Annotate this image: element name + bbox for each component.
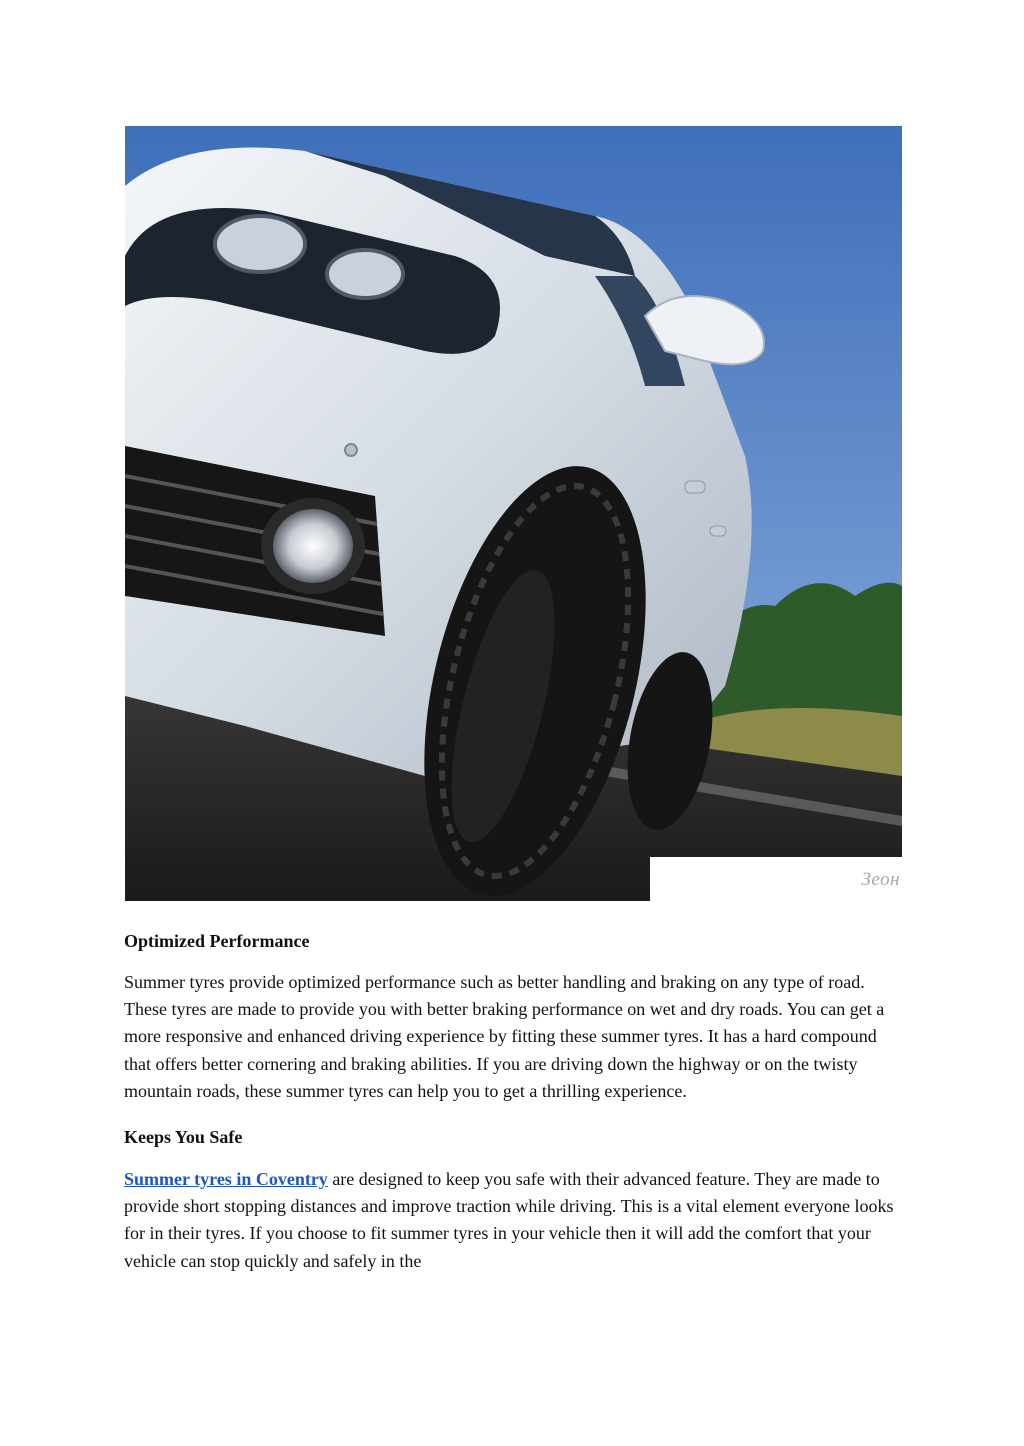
heading-keeps-you-safe: Keeps You Safe	[124, 1127, 243, 1148]
fog-lamp	[273, 509, 353, 583]
article-content	[124, 926, 904, 1275]
watermark-text: Зеон	[861, 869, 900, 890]
car-tyre-photo	[125, 126, 902, 901]
summer-tyres-coventry-link[interactable]: Summer tyres in Coventry	[124, 1169, 328, 1190]
paragraph-keeps-you-safe-text: are designed to keep you safe with their advanced feature. They are made to provide short stopping distances and improve traction while driving. This is a vital element everyone looks for in their tyres. If you choose to fit summer tyres in your vehicle then it will add the comfort that your vehicle can stop quickly and safely in the	[124, 1169, 894, 1271]
watermark-strip	[650, 857, 902, 901]
paragraph-optimized-performance: Summer tyres provide optimized performance such as better handling and braking on any type of road. These tyres are made to provide you with better braking performance on wet and dry roads. You can get a more responsive and enhanced driving experience by fitting these summer tyres. It has a hard compound that offers better cornering and braking abilities. If you are driving down the highway or on the twisty mountain roads, these summer tyres can help you to get a thrilling experience.	[124, 972, 885, 1101]
car-illustration	[125, 126, 902, 901]
paragraph-keeps-you-safe	[124, 1166, 904, 1275]
heading-optimized-performance: Optimized Performance	[124, 931, 310, 951]
